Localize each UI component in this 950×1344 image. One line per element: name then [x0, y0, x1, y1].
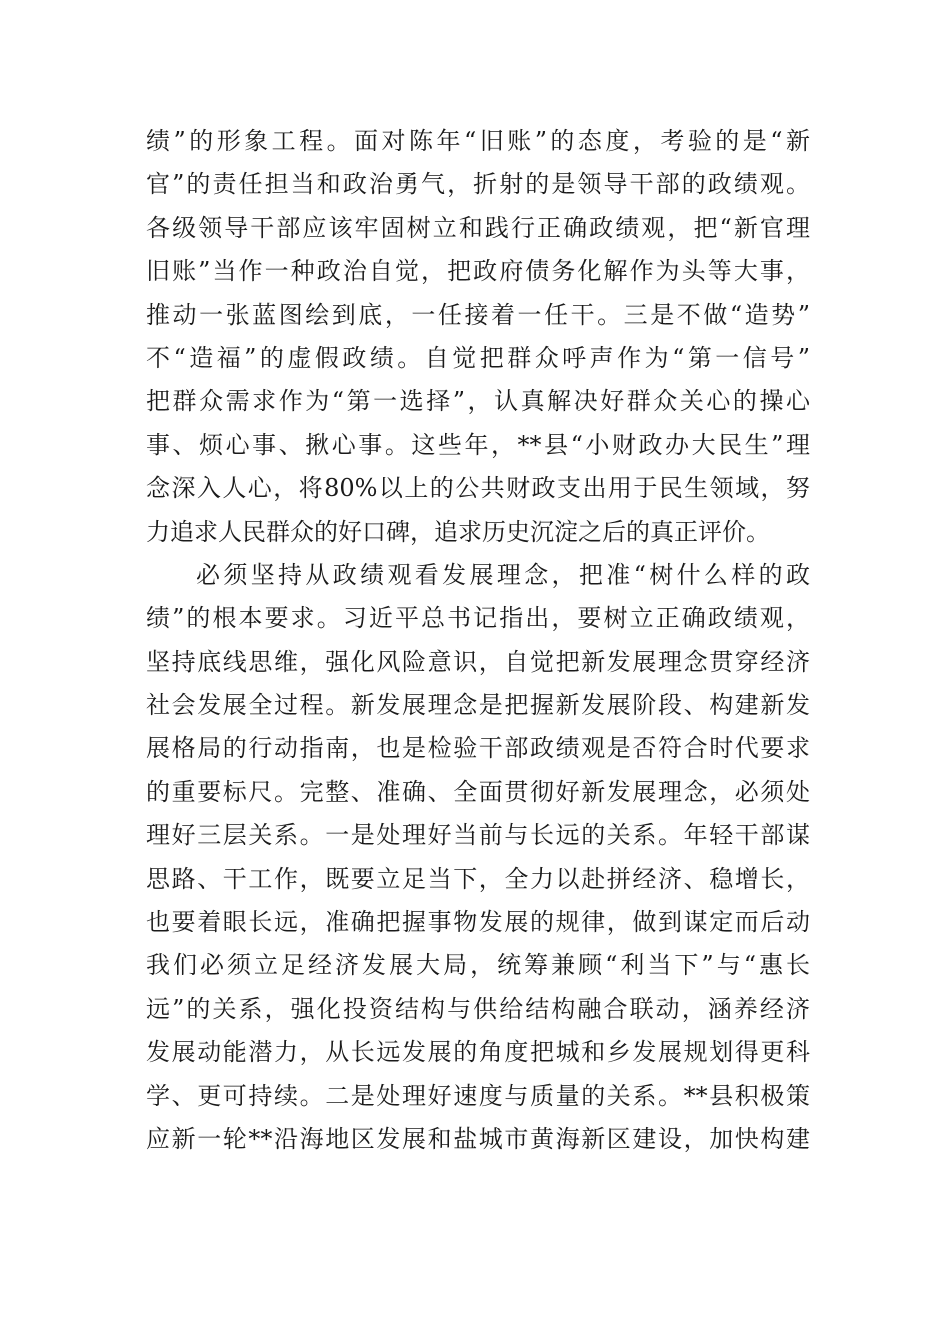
text-line: 力追求人民群众的好口碑，追求历史沉淀之后的真正评价。 [146, 517, 770, 546]
text-line: 展格局的行动指南，也是检验干部政绩观是否符合时代要求 [146, 734, 810, 763]
text-line: 应新一轮**沿海地区发展和盐城市黄海新区建设，加快构建 [146, 1124, 810, 1153]
text-line: 官”的责任担当和政治勇气，折射的是领导干部的政绩观。 [146, 170, 810, 199]
text-line: 理好三层关系。一是处理好当前与长远的关系。年轻干部谋 [146, 821, 810, 850]
text-line: 把群众需求作为“第一选择”，认真解决好群众关心的操心 [146, 387, 810, 416]
text-line: 的重要标尺。完整、准确、全面贯彻好新发展理念，必须处 [146, 777, 810, 806]
text-line: 各级领导干部应该牢固树立和践行正确政绩观，把“新官理 [146, 213, 810, 242]
text-line: 事、烦心事、揪心事。这些年，**县“小财政办大民生”理 [146, 430, 810, 459]
paragraph-2 [146, 554, 810, 1161]
text-line: 绩”的根本要求。习近平总书记指出，要树立正确政绩观， [146, 604, 810, 633]
paragraph-1 [146, 120, 810, 554]
text-line: 旧账”当作一种政治自觉，把政府债务化解作为头等大事， [146, 257, 810, 286]
document-body [146, 120, 810, 1161]
text-line: 我们必须立足经济发展大局，统筹兼顾“利当下”与“惠长 [146, 951, 810, 980]
text-line: 也要着眼长远，准确把握事物发展的规律，做到谋定而后动 [146, 908, 810, 937]
text-line: 发展动能潜力，从长远发展的角度把城和乡发展规划得更科 [146, 1038, 810, 1067]
text-line: 远”的关系，强化投资结构与供给结构融合联动，涵养经济 [146, 994, 810, 1023]
text-line: 思路、干工作，既要立足当下，全力以赴拼经济、稳增长， [146, 864, 810, 893]
text-line: 学、更可持续。二是处理好速度与质量的关系。**县积极策 [146, 1081, 810, 1110]
text-line: 坚持底线思维，强化风险意识，自觉把新发展理念贯穿经济 [146, 647, 810, 676]
text-line: 不“造福”的虚假政绩。自觉把群众呼声作为“第一信号” [146, 343, 810, 372]
text-line: 必须坚持从政绩观看发展理念，把准“树什么样的政 [196, 560, 810, 589]
text-line: 社会发展全过程。新发展理念是把握新发展阶段、构建新发 [146, 691, 810, 720]
text-line: 推动一张蓝图绘到底，一任接着一任干。三是不做“造势” [146, 300, 810, 329]
text-line: 绩”的形象工程。面对陈年“旧账”的态度，考验的是“新 [146, 127, 810, 155]
text-line: 念深入人心，将80%以上的公共财政支出用于民生领域，努 [146, 474, 810, 503]
